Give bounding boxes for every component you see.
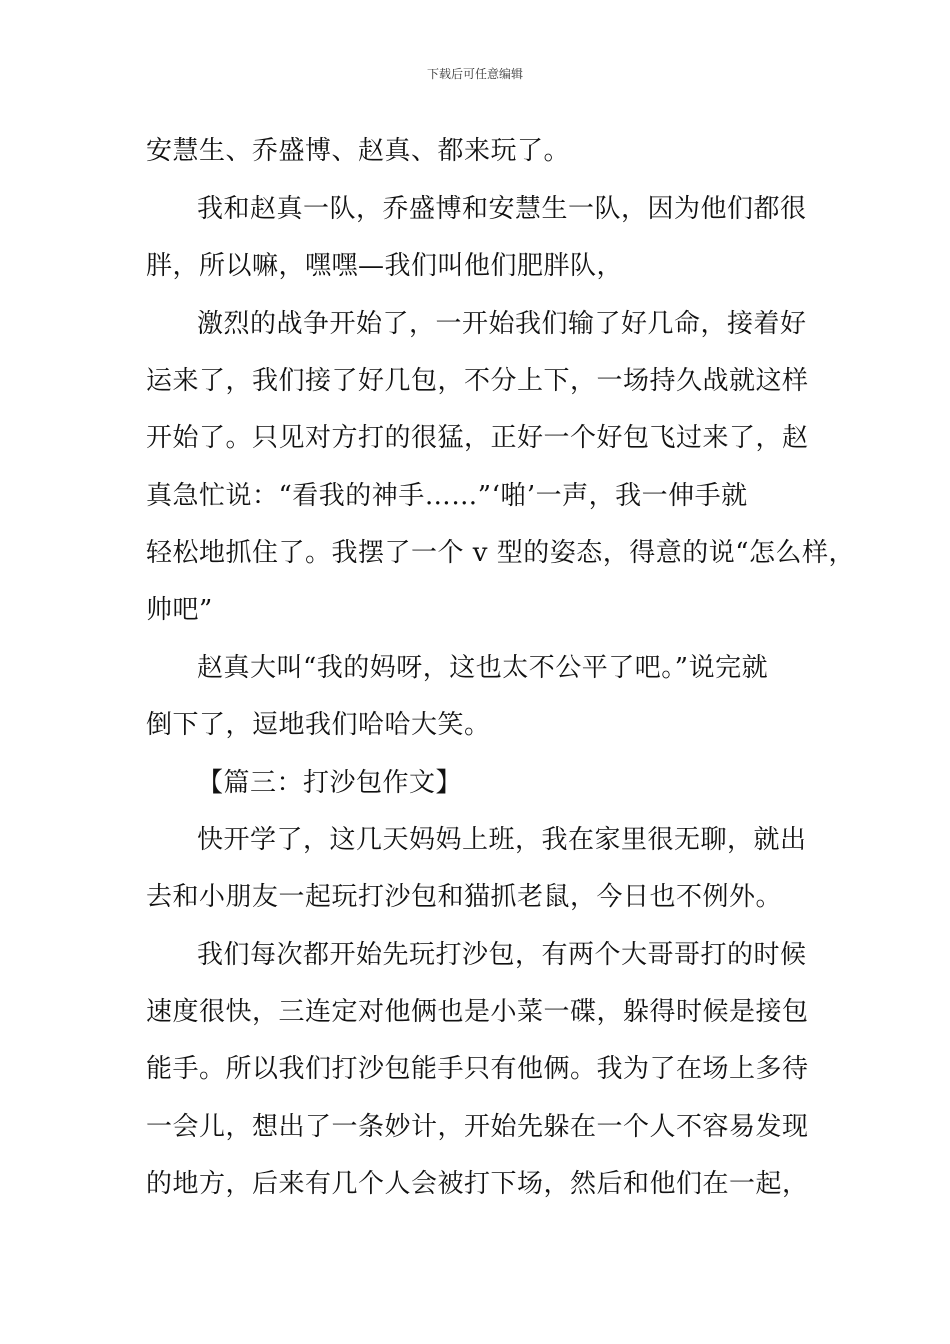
text-line: 速度很快，三连定对他俩也是小菜一碟，躲得时候是接包 [146, 997, 809, 1027]
text-line: 去和小朋友一起玩打沙包和猫抓老鼠，今日也不例外。 [146, 882, 783, 912]
text-line: 一会儿，想出了一条妙计，开始先躲在一个人不容易发现 [146, 1112, 809, 1142]
text-line: 帅吧” [146, 595, 213, 625]
text-line: 的地方，后来有几个人会被打下场，然后和他们在一起， [146, 1169, 809, 1199]
text-line: 激烈的战争开始了，一开始我们输了好几命，接着好 [197, 309, 807, 339]
text-line: 能手。所以我们打沙包能手只有他俩。我为了在场上多待 [146, 1054, 809, 1084]
text-line: 快开学了，这几天妈妈上班，我在家里很无聊，就出 [197, 825, 807, 855]
text-line: 我和赵真一队，乔盛博和安慧生一队，因为他们都很 [197, 194, 807, 224]
text-line: 运来了，我们接了好几包，不分上下，一场持久战就这样 [146, 366, 809, 396]
text-line: 开始了。只见对方打的很猛，正好一个好包飞过来了，赵 [146, 423, 809, 453]
text-line: 我们每次都开始先玩打沙包，有两个大哥哥打的时候 [197, 940, 807, 970]
text-line: 真急忙说：“看我的神手……”‘啪’一声，我一伸手就 [146, 481, 748, 511]
section-heading: 【篇三：打沙包作文】 [197, 768, 463, 798]
text-line: 赵真大叫“我的妈呀，这也太不公平了吧。”说完就 [197, 653, 769, 683]
text-line: 胖，所以嘛，嘿嘿—我们叫他们肥胖队， [146, 251, 624, 281]
page-header-note: 下载后可任意编辑 [426, 67, 523, 81]
text-line: 轻松地抓住了。我摆了一个 v 型的姿态，得意的说“怎么样， [146, 538, 856, 568]
text-line: 倒下了，逗地我们哈哈大笑。 [146, 710, 491, 740]
text-line: 安慧生、乔盛博、赵真、都来玩了。 [146, 136, 571, 166]
